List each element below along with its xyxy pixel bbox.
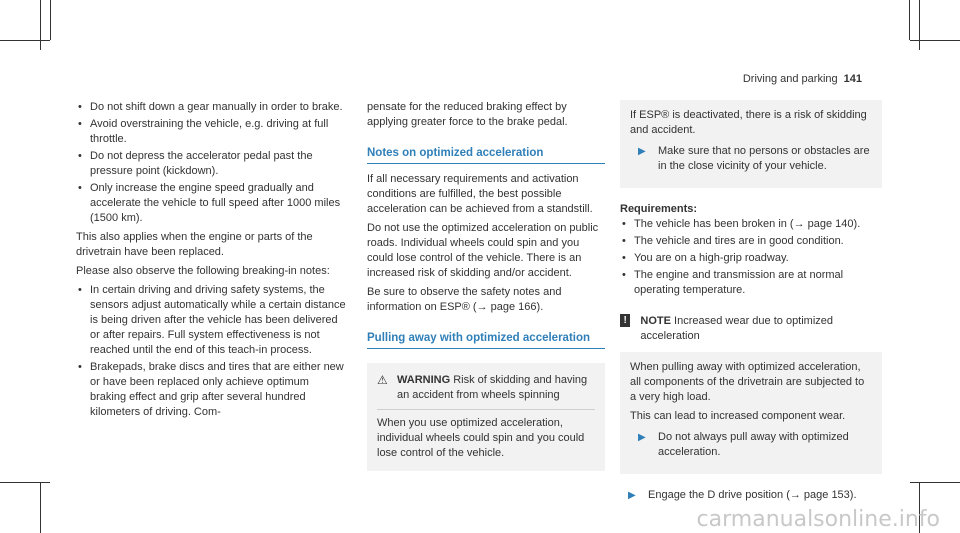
crop-mark (50, 0, 51, 40)
list-item: • The vehicle has been broken in (→ page 140). (620, 217, 882, 232)
arrow-icon: ▶ (638, 146, 646, 157)
warning-label: WARNING (397, 374, 451, 386)
list-item: • Do not shift down a gear manually in order to brake. (76, 100, 348, 115)
list-item: • Only increase the engine speed gradually and accelerate the vehicle to full speed after 1000 miles (1500 km). (76, 181, 348, 226)
breakin-notes-list (76, 283, 348, 420)
crop-mark (909, 0, 910, 40)
column-2 (367, 100, 605, 471)
heading-rule (367, 163, 605, 164)
warning-text: When you use optimized acceleration, individual wheels could spin and you could lose control of the vehicle. (377, 417, 585, 459)
action-text: Engage the D drive position (→ page 153). (648, 489, 857, 501)
warning-text: If ESP® is deactivated, there is a risk of skidding and accident. (630, 109, 867, 136)
breakin-list (76, 100, 348, 226)
section-heading: Pulling away with optimized acceleration (367, 332, 591, 344)
heading-rule (367, 348, 605, 349)
column-3 (620, 100, 882, 509)
note-icon: ! (620, 314, 630, 327)
paragraph: Do not use the optimized acceleration on public roads. Individual wheels could spin and you could lose control of the vehicle. There is an increased risk of skidding and/or accident. (367, 222, 599, 279)
note-text: When pulling away with optimized acceleration, all components of the drivetrain are subjected to a very high load. (630, 361, 865, 403)
crop-mark (40, 0, 41, 50)
requirements-list (620, 217, 882, 298)
arrow-icon: ▶ (638, 432, 646, 443)
list-item: • Do not depress the accelerator pedal past the pressure point (kickdown). (76, 149, 348, 179)
list-item: • You are on a high-grip roadway. (620, 251, 882, 266)
crop-mark (40, 483, 41, 533)
list-item: • In certain driving and driving safety systems, the sensors adjust automatically while a certain distance is being driven after the vehicle has been delivered or after repairs. Full system effectiveness is not reached until the end of this teach-in process. (76, 283, 348, 358)
note-title: Increased wear due to optimized acceleration (640, 315, 834, 342)
list-item: • The engine and transmission are at normal operating temperature. (620, 268, 882, 298)
watermark: carmanualsonline.info (696, 507, 940, 532)
page-header (743, 72, 862, 87)
list-item: • The vehicle and tires are in good condition. (620, 234, 882, 249)
paragraph: Please also observe the following breaking-in notes: (76, 265, 330, 277)
warning-icon: ⚠ (377, 373, 388, 387)
list-item: • Avoid overstraining the vehicle, e.g. driving at full throttle. (76, 117, 348, 147)
paragraph: If all necessary requirements and activation conditions are fulfilled, the best possible acceleration can be achieved from a standstill. (367, 173, 593, 215)
action-text: Do not always pull away with optimized acceleration. (658, 431, 849, 458)
page-number: 141 (843, 73, 862, 85)
arrow-icon: ▶ (628, 490, 636, 501)
note-box (620, 352, 882, 474)
crop-mark (919, 0, 920, 50)
warning-title: Risk of skidding and having an accident from wheels spinning (397, 374, 588, 401)
section-heading: Notes on optimized acceleration (367, 147, 544, 159)
warning-continuation (620, 100, 882, 188)
crop-mark (910, 482, 960, 483)
crop-mark (0, 482, 50, 483)
note-block (620, 314, 882, 474)
crop-mark (910, 40, 960, 41)
requirements-title: Requirements: (620, 203, 698, 215)
note-text: This can lead to increased component wear. (630, 410, 846, 422)
column-1 (76, 100, 348, 424)
note-label: NOTE (640, 315, 671, 327)
list-item: • Brakepads, brake discs and tires that are either new or have been replaced only achieve optimum braking effect and grip after several hundred kilometers of driving. Com- (76, 360, 348, 420)
paragraph: pensate for the reduced braking effect by applying greater force to the brake pedal. (367, 101, 568, 128)
action-text: Make sure that no persons or obstacles are in the close vicinity of your vehicle. (658, 145, 870, 172)
section-title: Driving and parking (742, 73, 838, 85)
divider (377, 409, 595, 410)
paragraph: Be sure to observe the safety notes and information on ESP® (→ page 166). (367, 286, 562, 313)
warning-box (367, 363, 605, 471)
paragraph: This also applies when the engine or parts of the drivetrain have been replaced. (76, 231, 313, 258)
crop-mark (0, 40, 50, 41)
